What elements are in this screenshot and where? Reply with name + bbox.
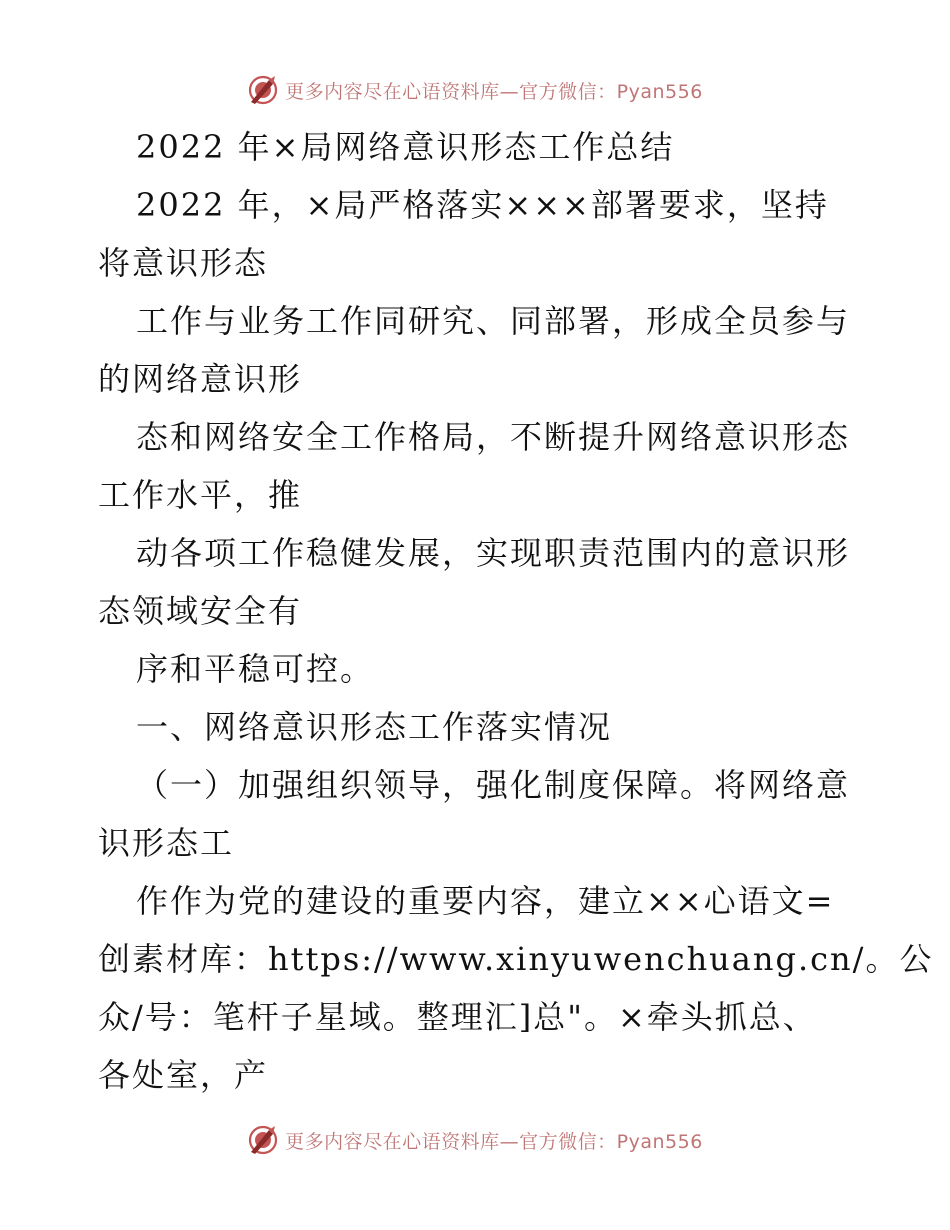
doc-line: 态领域安全有 (98, 592, 303, 630)
doc-title: 2022 年×局网络意识形态工作总结 (136, 128, 675, 166)
doc-line: 将意识形态 (98, 244, 269, 282)
watermark-banner-bottom (0, 1120, 950, 1160)
doc-line: 众/号：笔杆子星域。整理汇]总"。×牵头抓总、 (98, 998, 817, 1036)
quill-seal-icon (247, 74, 279, 106)
doc-line-url: 创素材库：https://www.xinyuwenchuang.cn/。公 (98, 940, 934, 978)
quill-seal-icon (247, 1124, 279, 1156)
section-heading: 一、网络意识形态工作落实情况 (136, 708, 613, 746)
doc-line: 工作与业务工作同研究、同部署，形成全员参与 (136, 302, 851, 340)
doc-line: 的网络意识形 (98, 360, 303, 398)
doc-line: 态和网络安全工作格局，不断提升网络意识形态 (136, 418, 851, 456)
doc-line: 工作水平，推 (98, 476, 303, 514)
doc-line: 序和平稳可控。 (136, 650, 375, 688)
doc-line: 识形态工 (98, 824, 235, 862)
watermark-text: 更多内容尽在心语资料库—官方微信：Pyan556 (285, 1130, 703, 1153)
subsection-heading: （一）加强组织领导，强化制度保障。将网络意 (136, 766, 851, 804)
watermark-text: 更多内容尽在心语资料库—官方微信：Pyan556 (285, 80, 703, 103)
watermark-banner-top (0, 70, 950, 110)
doc-line: 动各项工作稳健发展，实现职责范围内的意识形 (136, 534, 851, 572)
doc-line: 作作为党的建设的重要内容，建立××心语文= (136, 882, 835, 920)
document-body (98, 118, 934, 1104)
doc-line: 各处室，产 (98, 1056, 269, 1094)
doc-line: 2022 年，×局严格落实×××部署要求，坚持 (136, 186, 829, 224)
